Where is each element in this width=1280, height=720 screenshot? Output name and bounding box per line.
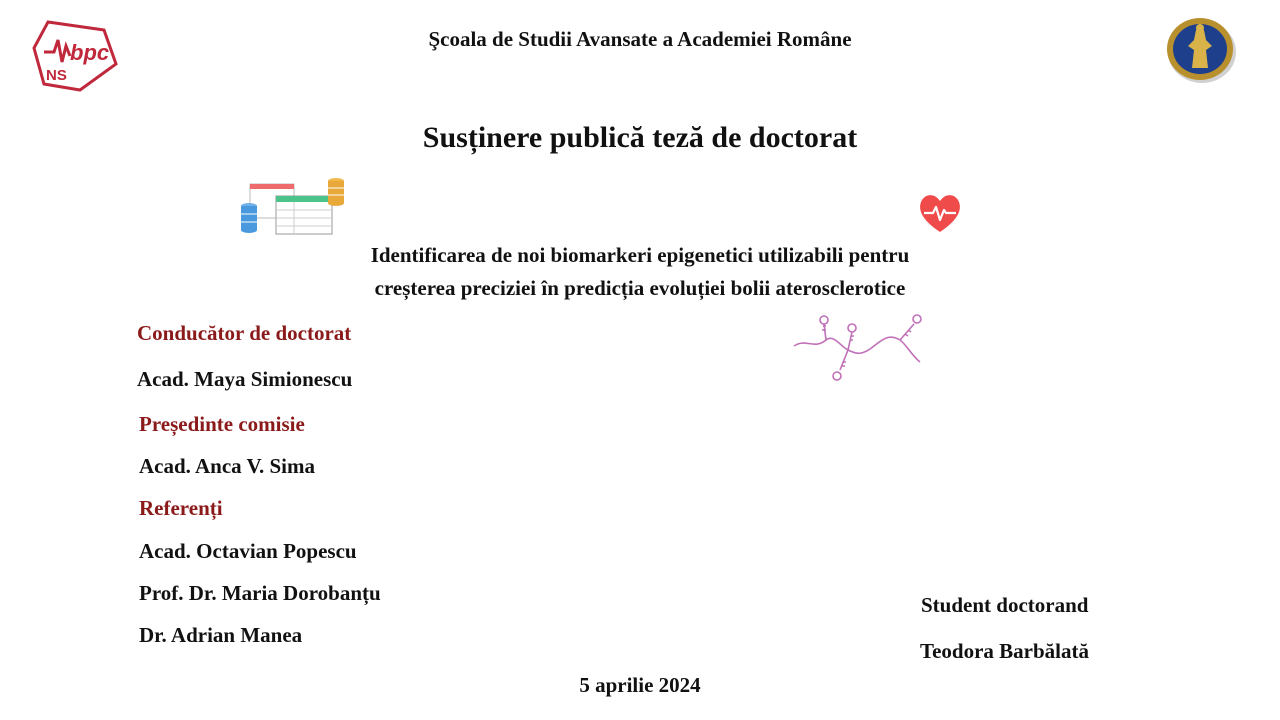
reviewer-name: Dr. Adrian Manea bbox=[139, 623, 303, 647]
thesis-title bbox=[300, 239, 980, 305]
database-table-icon bbox=[238, 176, 348, 238]
thesis-title-line-2: creșterea preciziei în predicția evoluției bolii aterosclerotice bbox=[374, 276, 906, 300]
student-name: Teodora Barbălată bbox=[920, 639, 1089, 663]
page-title: Susținere publică teză de doctorat bbox=[422, 121, 858, 154]
reviewer-name: Prof. Dr. Maria Dorobanțu bbox=[139, 581, 381, 605]
logo-ns-text: NS bbox=[46, 67, 67, 84]
supervisor-name: Acad. Maya Simionescu bbox=[137, 367, 353, 391]
student-heading: Student doctorand bbox=[921, 593, 1089, 617]
president-heading: Președinte comisie bbox=[139, 412, 305, 436]
reviewer-name: Acad. Octavian Popescu bbox=[139, 539, 357, 563]
academy-seal-icon bbox=[1166, 16, 1238, 84]
reviewers-heading: Referenți bbox=[139, 496, 223, 520]
svg-text:bpc: bpc bbox=[70, 40, 110, 65]
heart-pulse-icon bbox=[918, 192, 962, 234]
supervisor-heading: Conducător de doctorat bbox=[137, 321, 352, 345]
presentation-date: 5 aprilie 2024 bbox=[579, 673, 701, 697]
president-name: Acad. Anca V. Sima bbox=[139, 454, 316, 478]
thesis-title-line-1: Identificarea de noi biomarkeri epigenetici utilizabili pentru bbox=[370, 243, 910, 267]
rna-strand-icon bbox=[790, 310, 930, 390]
school-name: Şcoala de Studii Avansate a Academiei Române bbox=[428, 27, 852, 51]
